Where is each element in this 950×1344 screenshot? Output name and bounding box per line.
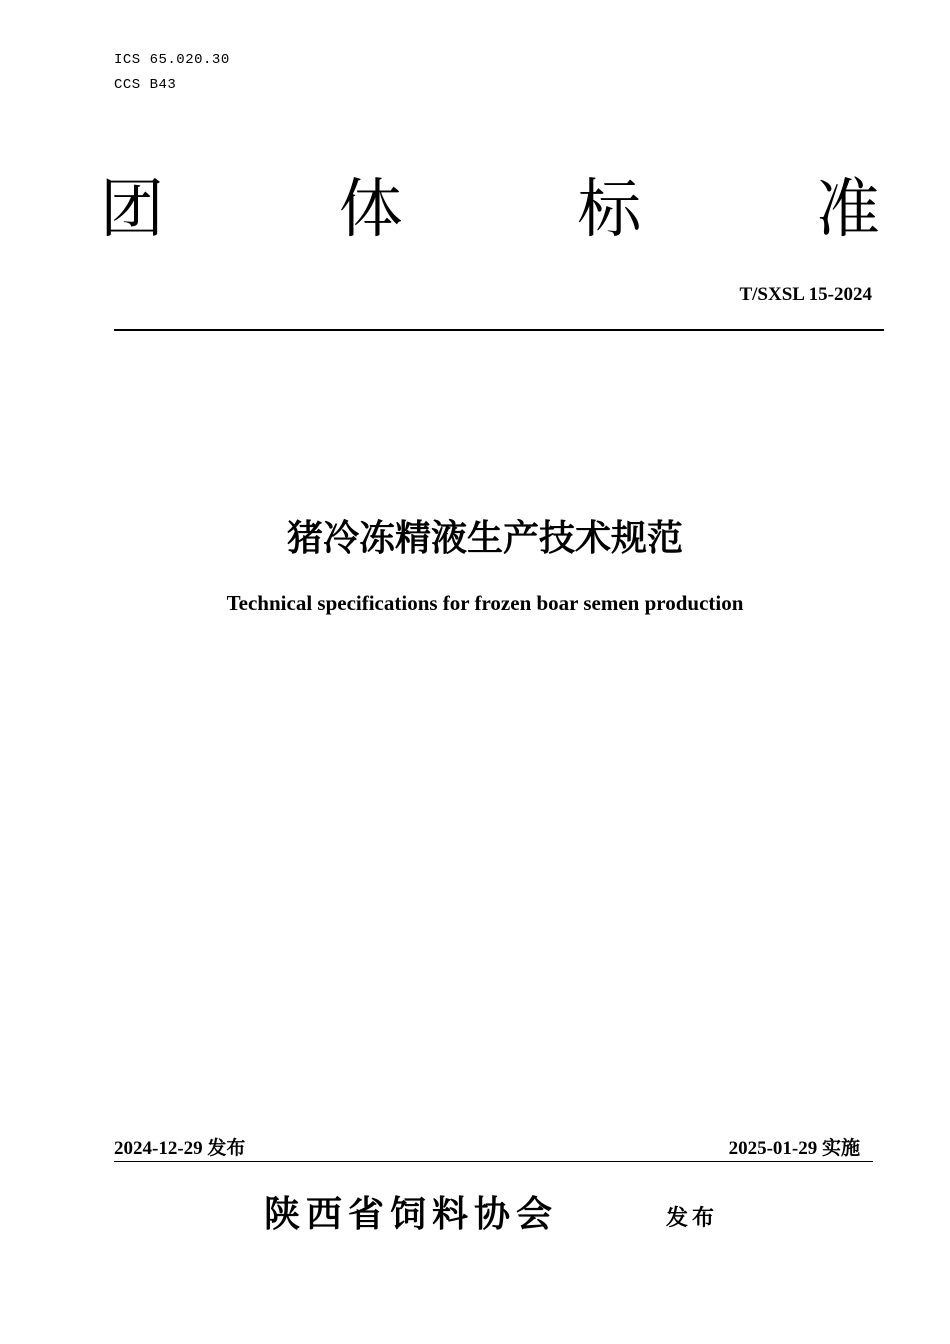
standard-type-char: 体 [338, 173, 403, 247]
publish-label: 发布 [207, 1137, 246, 1159]
title-chinese: 猪冷冻精液生产技术规范 [286, 518, 683, 559]
implement-date-line [729, 1133, 860, 1160]
standard-type-char: 准 [815, 173, 880, 247]
publish-date-line [114, 1133, 245, 1160]
footer-divider [114, 1161, 873, 1162]
publisher-name: 陕西省饲料协会 [264, 1194, 559, 1235]
implement-label: 实施 [821, 1137, 860, 1159]
standard-number: T/SXSL 15-2024 [739, 284, 872, 305]
implement-date: 2025-01-29 [728, 1138, 818, 1159]
standard-type-char: 标 [577, 173, 642, 247]
classification-codes [114, 48, 230, 98]
standard-type-heading [100, 172, 880, 248]
header-divider [114, 329, 884, 331]
ics-code: ICS 65.020.30 [114, 52, 230, 68]
ccs-code: CCS B43 [114, 77, 177, 93]
publisher-suffix: 发布 [666, 1206, 719, 1231]
title-english: Technical specifications for frozen boar semen production [226, 591, 744, 615]
standard-type-char: 团 [100, 173, 164, 247]
publish-date: 2024-12-29 [114, 1138, 203, 1159]
